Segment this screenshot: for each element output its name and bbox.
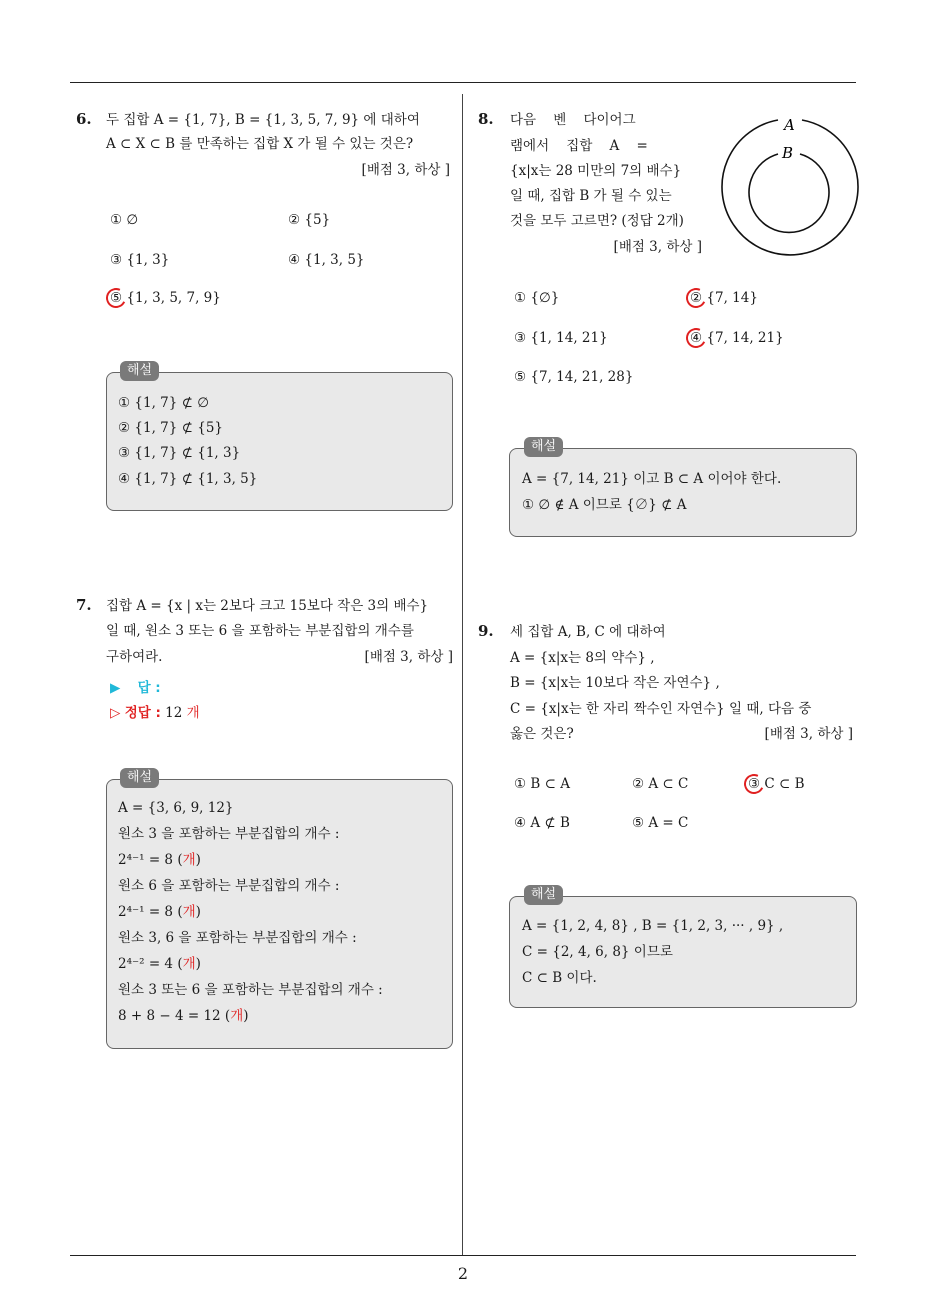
option-4[interactable]: ④ A ⊄ B [514,815,570,831]
solution-tag: 해설 [524,437,563,457]
option-5[interactable]: ⑤ {7, 14, 21, 28} [514,369,634,385]
question-number: 8. [478,110,494,128]
question-number: 7. [76,596,92,614]
score-label: [배점 3, 하상 ] [361,162,450,178]
solution-tag: 해설 [120,768,159,788]
question-text: 다음 벤 다이어그 [510,112,636,128]
solution-line: ① ∅ ∉ A 이므로 {∅} ⊄ A [522,497,687,513]
solution-line: A = {1, 2, 4, 8} , B = {1, 2, 3, ··· , 9} , [522,918,784,934]
solution-tag: 해설 [524,885,563,905]
correct-unit: 개 [186,705,200,721]
option-5[interactable]: ⑤ {1, 3, 5, 7, 9} [110,290,221,306]
score-label: [배점 3, 하상 ] [764,726,853,742]
correct-answer-line [110,703,200,723]
solution-line: 8 + 8 − 4 = 12 (개) [118,1008,249,1024]
column-divider [462,94,463,1256]
top-rule [70,82,856,83]
question-text: 구하여라. [106,649,163,665]
solution-line: 2⁴⁻¹ = 8 (개) [118,904,201,920]
question-text: 두 집합 A = {1, 7}, B = {1, 3, 5, 7, 9} 에 대하여 [106,112,420,128]
solution-line: ③ {1, 7} ⊄ {1, 3} [118,445,241,461]
option-4[interactable]: ④ {7, 14, 21} [690,330,784,346]
correct-value: 12 [165,705,183,721]
venn-diagram [716,108,862,266]
option-3[interactable]: ③ {1, 14, 21} [514,330,608,346]
venn-label-b: B [782,144,794,162]
question-text: B = {x|x는 10보다 작은 자연수} , [510,675,720,691]
option-5[interactable]: ⑤ A = C [632,815,689,831]
question-number: 9. [478,622,494,640]
answer-marker-icon: ▶ [110,680,121,696]
option-2[interactable]: ② {7, 14} [690,290,758,306]
solution-box [509,448,857,537]
solution-tag: 해설 [120,361,159,381]
solution-line: ④ {1, 7} ⊄ {1, 3, 5} [118,471,258,487]
solution-line: 원소 6 을 포함하는 부분집합의 개수 : [118,878,340,894]
question-text: 일 때, 집합 B 가 될 수 있는 [510,188,672,204]
question-text: 램에서 집합 A = [510,138,648,154]
solution-line: A = {7, 14, 21} 이고 B ⊂ A 이어야 한다. [522,471,782,487]
option-2[interactable]: ② {5} [288,212,331,228]
question-number: 6. [76,110,92,128]
solution-line: A = {3, 6, 9, 12} [118,800,234,816]
option-3[interactable]: ③ C ⊂ B [748,776,805,792]
solution-line: 원소 3 또는 6 을 포함하는 부분집합의 개수 : [118,982,383,998]
question-text: 집합 A = {x | x는 2보다 크고 15보다 작은 3의 배수} [106,598,429,614]
question-text: 것을 모두 고르면? (정답 2개) [510,213,684,229]
option-2[interactable]: ② A ⊂ C [632,776,689,792]
score-label: [배점 3, 하상 ] [613,239,702,255]
solution-line: 2⁴⁻² = 4 (개) [118,956,201,972]
answer-label: 답 : [137,680,161,696]
option-4[interactable]: ④ {1, 3, 5} [288,252,365,268]
venn-label-a: A [784,116,795,134]
solution-line: ② {1, 7} ⊄ {5} [118,420,223,436]
answer-line [110,678,161,698]
question-text: 옳은 것은? [510,726,574,742]
solution-line: C = {2, 4, 6, 8} 이므로 [522,944,673,960]
correct-label: 정답 : [124,705,161,721]
question-text: 일 때, 원소 3 또는 6 을 포함하는 부분집합의 개수를 [106,623,414,639]
question-text: 세 집합 A, B, C 에 대하여 [510,624,666,640]
bottom-rule [70,1255,856,1256]
option-1[interactable]: ① ∅ [110,212,139,228]
option-1[interactable]: ① {∅} [514,290,560,306]
solution-line: 원소 3, 6 을 포함하는 부분집합의 개수 : [118,930,357,946]
correct-marker-icon: ▷ [110,705,121,721]
page-number: 2 [457,1264,469,1283]
question-text: A = {x|x는 8의 약수} , [510,650,655,666]
solution-line: 원소 3 을 포함하는 부분집합의 개수 : [118,826,340,842]
solution-line: ① {1, 7} ⊄ ∅ [118,395,209,411]
score-label: [배점 3, 하상 ] [364,649,453,665]
solution-line: C ⊂ B 이다. [522,970,597,986]
option-1[interactable]: ① B ⊂ A [514,776,570,792]
option-3[interactable]: ③ {1, 3} [110,252,170,268]
question-text: A ⊂ X ⊂ B 를 만족하는 집합 X 가 될 수 있는 것은? [106,136,414,152]
question-text: C = {x|x는 한 자리 짝수인 자연수} 일 때, 다음 중 [510,701,812,717]
solution-line: 2⁴⁻¹ = 8 (개) [118,852,201,868]
question-text: {x|x는 28 미만의 7의 배수} [510,163,682,179]
